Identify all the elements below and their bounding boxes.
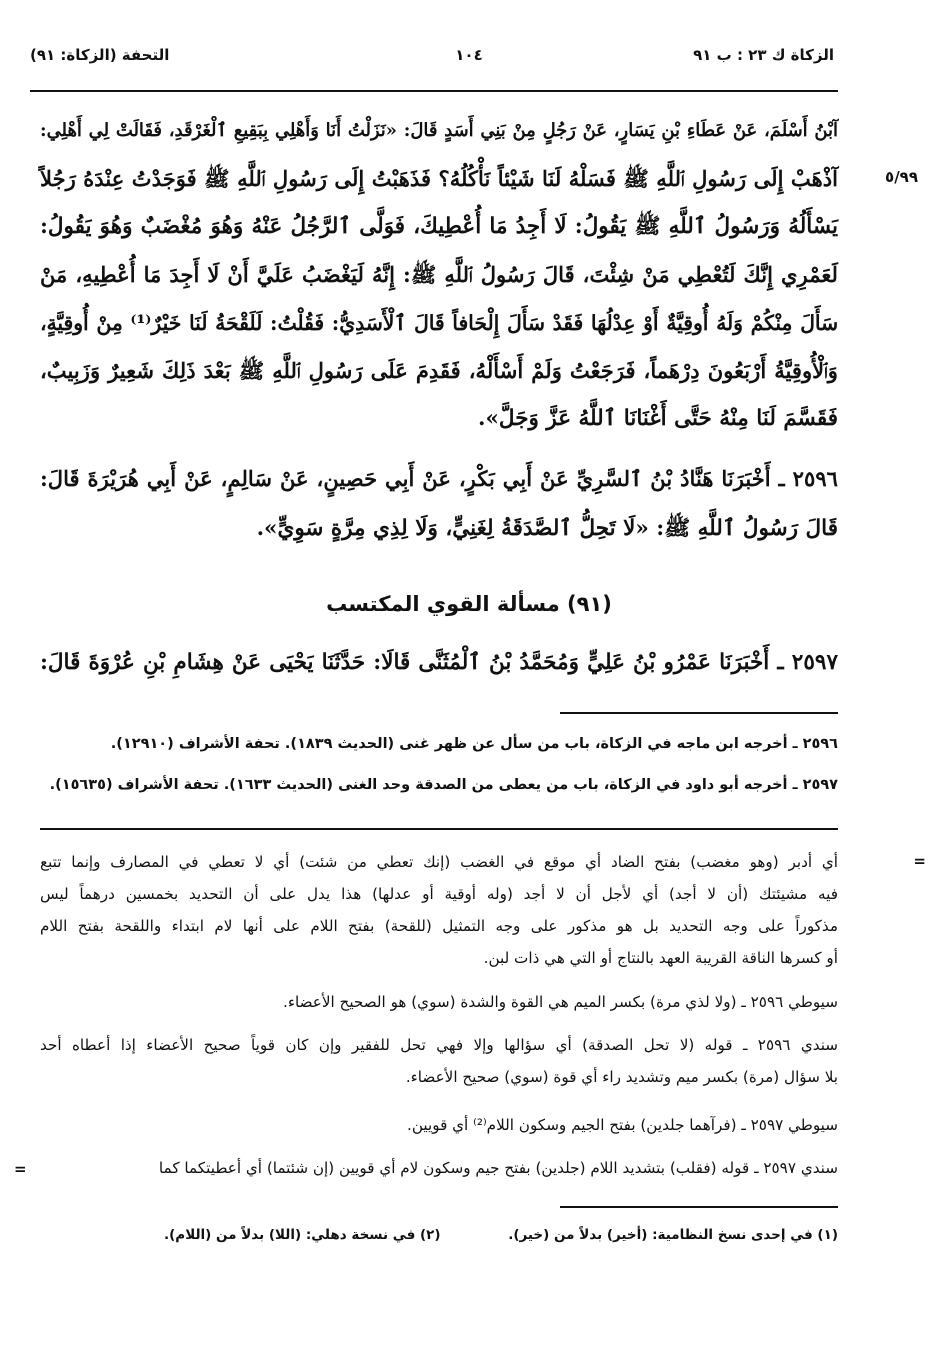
main-text-line: يَسْأَلُهُ وَرَسُولُ ٱللَّهِ ﷺ يَقُولُ: لَا أَجِدُ مَا أُعْطِيكَ، فَوَلَّى ٱلرَّجُلُ عَنْهُ وَهُوَ مُغْضَبٌ وَهُوَ يَقُولُ: — [40, 214, 838, 239]
main-text-line: سَأَلَ مِنْكُمْ وَلَهُ أُوقِيَّةٌ أَوْ عِدْلُهَا فَقَدْ سَأَلَ إِلْحَافاً قَالَ ٱلْأَسَدِيُّ: فَقُلْتُ: لَلَقْحَةُ لَنَا خَيْرٌ⁽¹⁾ مِنْ أُوقِيَّةٍ، — [40, 311, 838, 335]
main-text-line: فَقَسَّمَ لَنَا مِنْهُ حَتَّى أَغْنَانَا ٱللَّهُ عَزَّ وَجَلَّ». — [477, 406, 838, 431]
commentary-line: مذكوراً على وجه التحديد بل هو مذكور على وجه التمثيل (للقحة) بفتح اللام على أنها لام ابتداء واللقحة بفتح اللام — [40, 917, 838, 935]
commentary-line: سندي ٢٥٩٦ ـ قوله (لا تحل الصدقة) أي سؤالها وإلا فهي تحل للفقير وإن كان قوياً صحيح الأعضاء إذا أعطاه أحد — [40, 1036, 838, 1054]
commentary-line: سيوطي ٢٥٩٧ ـ (فرآهما جلدين) بفتح الجيم وسكون اللام⁽²⁾ أي قويين. — [407, 1116, 838, 1134]
footnotes-divider — [560, 1206, 838, 1208]
header-chapter-ref: الزكاة ك ٢٣ : ب ٩١ — [693, 46, 834, 64]
commentary-divider — [40, 828, 838, 830]
references-divider — [560, 712, 838, 714]
trailing-continuation-mark: = — [14, 1160, 27, 1178]
commentary-line: سندي ٢٥٩٧ ـ قوله (فقلب) بتشديد اللام (جلدين) بفتح جيم وسكون لام أي قويين (إن شئتما) أي أعطيتكما كما — [158, 1159, 838, 1177]
reference-line: ٢٥٩٧ ـ أخرجه أبو داود في الزكاة، باب من يعطى من الصدقة وحد الغنى (الحديث ١٦٣٣). تحفة الأشراف (١٥٦٣٥). — [49, 777, 838, 793]
footnote-2: (٢) في نسخة دهلي: (اللا) بدلاً من (اللام). — [164, 1227, 441, 1243]
main-text-line: لَعَمْرِي إِنَّكَ لَتُعْطِي مَنْ شِئْتَ، قَالَ رَسُولُ ٱللَّهِ ﷺ: إِنَّهُ لَيَغْضَبُ عَلَيَّ أَنْ لَا أَجِدَ مَا أُعْطِيهِ، مَنْ — [40, 262, 838, 287]
hadith-2597-line: ٢٥٩٧ ـ أَخْبَرَنَا عَمْرُو بْنُ عَلِيٍّ وَمُحَمَّدُ بْنُ ٱلْمُثَنَّى قَالَا: حَدَّثَنَا يَحْيَى عَنْ هِشَامِ بْنِ عُرْوَةَ قَالَ: — [40, 650, 838, 675]
commentary-line: فيه مشيئتك (أن لا أجد) أي لأجل أن لا أجد (وله أوقية أو عدلها) هذا يدل على أن التحديد بخمسين درهماً ليس — [40, 885, 838, 903]
hadith-2596-line: قَالَ رَسُولُ ٱللَّهِ ﷺ: «لَا تَحِلُّ ٱلصَّدَقَةُ لِغَنِيٍّ، وَلَا لِذِي مِرَّةٍ سَوِيٍّ». — [256, 516, 838, 541]
footnote-1: (١) في إحدى نسخ النظامية: (أخير) بدلاً من (خير). — [508, 1227, 838, 1243]
reference-line: ٢٥٩٦ ـ أخرجه ابن ماجه في الزكاة، باب من سأل عن ظهر غنى (الحديث ١٨٣٩). تحفة الأشراف (١٢٩١٠). — [110, 736, 838, 752]
margin-marker: ٥/٩٩ — [885, 168, 918, 186]
continuation-mark: = — [913, 852, 926, 870]
section-heading: (٩١) مسألة القوي المكتسب — [326, 592, 612, 616]
commentary-line: أو كسرها الناقة القريبة العهد بالنتاج أو التي هي ذات لبن. — [483, 949, 838, 967]
main-text-line: وَٱلْأُوقِيَّةُ أَرْبَعُونَ دِرْهَماً، فَرَجَعْتُ وَلَمْ أَسْأَلْهُ، فَقَدِمَ عَلَى رَسُولِ ٱللَّهِ ﷺ بَعْدَ ذَلِكَ شَعِيرٌ وَزَبِيبٌ، — [40, 358, 838, 383]
commentary-line: بلا سؤال (مرة) بكسر ميم وتشديد راء أي قوة (سوي) صحيح الأعضاء. — [405, 1068, 838, 1086]
commentary-line: أي أدبر (وهو مغضب) بفتح الضاد أي موقع في الغضب (إنك تعطي من شئت) أي لا تعطي في المصارف وإنما تتبع — [40, 853, 838, 871]
page-number: ١٠٤ — [455, 46, 483, 64]
main-text-line: آبْنُ أَسْلَمَ، عَنْ عَطَاءِ بْنِ يَسَارٍ، عَنْ رَجُلٍ مِنْ بَنِي أَسَدٍ قَالَ: «نَزَلْتُ أَنَا وَأَهْلِي بِبَقِيعِ ٱلْغَرْقَدِ، فَقَالَتْ لِي أَهْلِي: — [40, 120, 838, 141]
main-text-line: آذْهَبْ إِلَى رَسُولِ ٱللَّهِ ﷺ فَسَلْهُ لَنَا شَيْئاً نَأْكُلُهُ؟ فَذَهَبْتُ إِلَى رَسُولِ ٱللَّهِ ﷺ فَوَجَدْتُ عِنْدَهُ رَجُلاً — [40, 166, 838, 191]
commentary-line: سيوطي ٢٥٩٦ ـ (ولا لذي مرة) بكسر الميم هي القوة والشدة (سوي) هو الصحيح الأعضاء. — [283, 993, 838, 1011]
header-tuhfa-ref: التحفة (الزكاة: ٩١) — [30, 46, 170, 64]
header-divider — [30, 90, 838, 92]
hadith-2596-line: ٢٥٩٦ ـ أَخْبَرَنَا هَنَّادُ بْنُ ٱلسَّرِيِّ عَنْ أَبِي بَكْرٍ، عَنْ أَبِي حَصِينٍ، عَنْ سَالِمٍ، عَنْ أَبِي هُرَيْرَةَ قَالَ: — [40, 466, 838, 491]
